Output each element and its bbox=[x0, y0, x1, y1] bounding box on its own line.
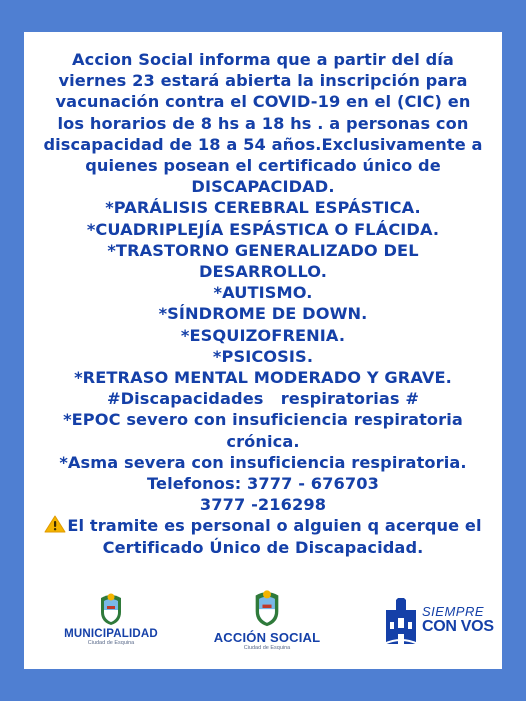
announcement-line: vacunación contra el COVID-19 en el (CIC) en bbox=[55, 92, 471, 112]
announcement-card bbox=[24, 32, 502, 669]
condition-item: *EPOC severo con insuficiencia respiratoria bbox=[63, 410, 463, 430]
announcement-line: quienes posean el certificado único de bbox=[85, 156, 441, 176]
provincial-shield-icon bbox=[96, 592, 126, 626]
condition-item: *TRASTORNO GENERALIZADO DEL bbox=[107, 240, 419, 260]
condition-item: *PSICOSIS. bbox=[212, 346, 314, 366]
announcement-line: Accion Social informa que a partir del día bbox=[72, 50, 454, 69]
condition-item: *AUTISMO. bbox=[213, 283, 313, 303]
announcement-line: DISCAPACIDAD. bbox=[191, 177, 335, 197]
condition-item: DESARROLLO. bbox=[198, 262, 328, 282]
warning-text: El tramite es personal o alguien q acerque el bbox=[67, 516, 482, 536]
warning-line bbox=[24, 515, 502, 536]
announcement-line: discapacidad de 18 a 54 años.Exclusivamente a bbox=[43, 134, 483, 154]
municipalidad-subtitle: Ciudad de Esquina bbox=[87, 640, 135, 646]
accion-social-subtitle: Ciudad de Esquina bbox=[243, 645, 291, 651]
provincial-shield-icon bbox=[250, 588, 284, 628]
logo-strip bbox=[24, 584, 502, 664]
siempre-con-vos-logo bbox=[382, 598, 497, 650]
con-vos-text: CON VOS bbox=[422, 618, 494, 635]
condition-item: *ESQUIZOFRENIA. bbox=[180, 325, 346, 345]
announcement-line: viernes 23 estará abierta la inscripción para bbox=[58, 71, 468, 91]
announcement-line: los horarios de 8 hs a 18 hs . a personas con bbox=[57, 113, 469, 133]
condition-item: *CUADRIPLEJÍA ESPÁSTICA O FLÁCIDA. bbox=[86, 219, 440, 239]
announcement-text bbox=[24, 49, 502, 558]
condition-item: *SÍNDROME DE DOWN. bbox=[158, 304, 368, 324]
siempre-text: SIEMPRE bbox=[422, 604, 485, 619]
accion-social-title: ACCIÓN SOCIAL bbox=[213, 630, 321, 645]
condition-item: *RETRASO MENTAL MODERADO Y GRAVE. bbox=[74, 368, 452, 388]
municipalidad-title: MUNICIPALIDAD bbox=[64, 628, 158, 640]
condition-item: crónica. bbox=[226, 431, 300, 451]
accion-social-logo bbox=[192, 588, 342, 651]
church-emblem-icon bbox=[382, 598, 420, 646]
phone-line: 3777 -216298 bbox=[199, 495, 327, 515]
municipalidad-logo bbox=[46, 592, 176, 646]
section-heading: #Discapacidades respiratorias # bbox=[106, 389, 420, 409]
condition-item: *PARÁLISIS CEREBRAL ESPÁSTICA. bbox=[105, 198, 421, 218]
warning-line: Certificado Único de Discapacidad. bbox=[102, 537, 424, 557]
condition-item: *Asma severa con insuficiencia respiratoria. bbox=[59, 452, 467, 472]
phone-line: Telefonos: 3777 - 676703 bbox=[147, 474, 379, 494]
warning-icon bbox=[44, 515, 66, 533]
